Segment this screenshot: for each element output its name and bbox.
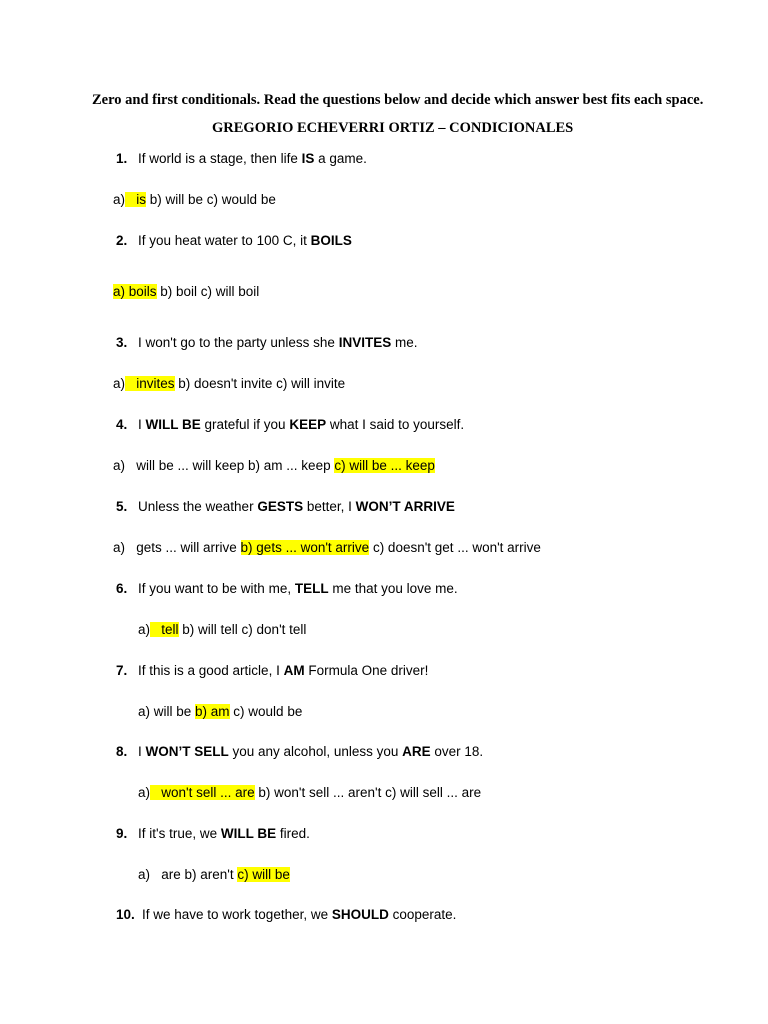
option-text: b) doesn't invite c) will invite	[174, 376, 346, 391]
question-text: a game.	[314, 151, 367, 166]
question-text: Formula One driver!	[304, 663, 429, 678]
highlighted-answer: is	[125, 192, 147, 207]
option-text: c) doesn't get ... won't arrive	[369, 540, 541, 555]
question-number: 10.	[116, 907, 135, 922]
question-text: If you want to be with me,	[138, 581, 295, 596]
question-answer: WON’T ARRIVE	[355, 499, 455, 514]
question-1	[116, 151, 367, 167]
question-answer: BOILS	[310, 233, 352, 248]
option-text: b) won't sell ... aren't c) will sell ... are	[254, 785, 482, 800]
option-text: b) will be c) would be	[146, 192, 276, 207]
highlighted-answer: a) boils	[113, 284, 157, 299]
question-answer: AM	[283, 663, 305, 678]
option-label: a)	[113, 192, 126, 207]
question-text: I	[138, 744, 146, 759]
instructions-heading: Zero and first conditionals. Read the questions below and decide which answer best fits each space.	[92, 92, 704, 108]
options-8	[138, 785, 481, 801]
options-6	[138, 622, 306, 638]
question-text: grateful if you	[200, 417, 290, 432]
options-7	[138, 704, 302, 720]
option-label: a)	[113, 376, 126, 391]
question-answer: WON’T SELL	[145, 744, 229, 759]
question-text: me.	[391, 335, 418, 350]
question-answer: ARE	[402, 744, 431, 759]
option-text: a) gets ... will arrive	[113, 540, 241, 555]
question-text: Unless the weather	[138, 499, 258, 514]
question-answer: TELL	[294, 581, 329, 596]
question-4	[116, 417, 464, 433]
question-9	[116, 826, 310, 842]
highlighted-answer: invites	[125, 376, 175, 391]
highlighted-answer: won't sell ... are	[150, 785, 255, 800]
question-text: If we have to work together, we	[142, 907, 332, 922]
option-text: c) would be	[229, 704, 303, 719]
question-answer: WILL BE	[145, 417, 201, 432]
highlighted-answer: tell	[150, 622, 179, 637]
options-4	[113, 458, 435, 474]
option-text: b) boil c) will boil	[156, 284, 260, 299]
question-text: If this is a good article, I	[138, 663, 284, 678]
highlighted-answer: b) gets ... won't arrive	[240, 540, 370, 555]
question-answer: SHOULD	[331, 907, 389, 922]
question-text: cooperate.	[388, 907, 457, 922]
highlighted-answer: c) will be ... keep	[334, 458, 435, 473]
question-number: 8.	[116, 744, 128, 759]
question-3	[116, 335, 417, 351]
question-number: 6.	[116, 581, 128, 596]
question-answer: KEEP	[289, 417, 327, 432]
question-text: better, I	[303, 499, 356, 514]
question-number: 9.	[116, 826, 128, 841]
question-6	[116, 581, 458, 597]
question-7	[116, 663, 428, 679]
question-number: 4.	[116, 417, 128, 432]
question-answer: GESTS	[257, 499, 304, 514]
options-9	[138, 867, 290, 883]
question-text: me that you love me.	[328, 581, 458, 596]
question-text: you any alcohol, unless you	[228, 744, 403, 759]
question-text: over 18.	[430, 744, 484, 759]
option-text: a) will be ... will keep b) am ... keep	[113, 458, 335, 473]
question-answer: IS	[301, 151, 315, 166]
question-text: fired.	[276, 826, 310, 841]
question-text: If it's true, we	[138, 826, 221, 841]
question-number: 3.	[116, 335, 128, 350]
question-text: If world is a stage, then life	[138, 151, 302, 166]
question-text: what I said to yourself.	[326, 417, 465, 432]
option-text: b) will tell c) don't tell	[178, 622, 307, 637]
question-10	[116, 907, 456, 923]
question-8	[116, 744, 483, 760]
options-1	[113, 192, 276, 208]
question-answer: WILL BE	[220, 826, 277, 841]
highlighted-answer: b) am	[195, 704, 230, 719]
option-text: a) are b) aren't	[138, 867, 238, 882]
question-text: If you heat water to 100 C, it	[138, 233, 311, 248]
option-text: a) will be	[138, 704, 196, 719]
question-text: I	[138, 417, 146, 432]
question-number: 5.	[116, 499, 128, 514]
option-label: a)	[138, 785, 151, 800]
question-number: 7.	[116, 663, 128, 678]
option-label: a)	[138, 622, 151, 637]
student-name-title: GREGORIO ECHEVERRI ORTIZ – CONDICIONALES	[212, 120, 574, 136]
question-number: 2.	[116, 233, 128, 248]
options-2	[113, 284, 259, 300]
question-5	[116, 499, 455, 515]
options-5	[113, 540, 541, 556]
question-2	[116, 233, 352, 249]
question-answer: INVITES	[338, 335, 392, 350]
highlighted-answer: c) will be	[237, 867, 290, 882]
options-3	[113, 376, 345, 392]
question-text: I won't go to the party unless she	[138, 335, 339, 350]
question-number: 1.	[116, 151, 128, 166]
